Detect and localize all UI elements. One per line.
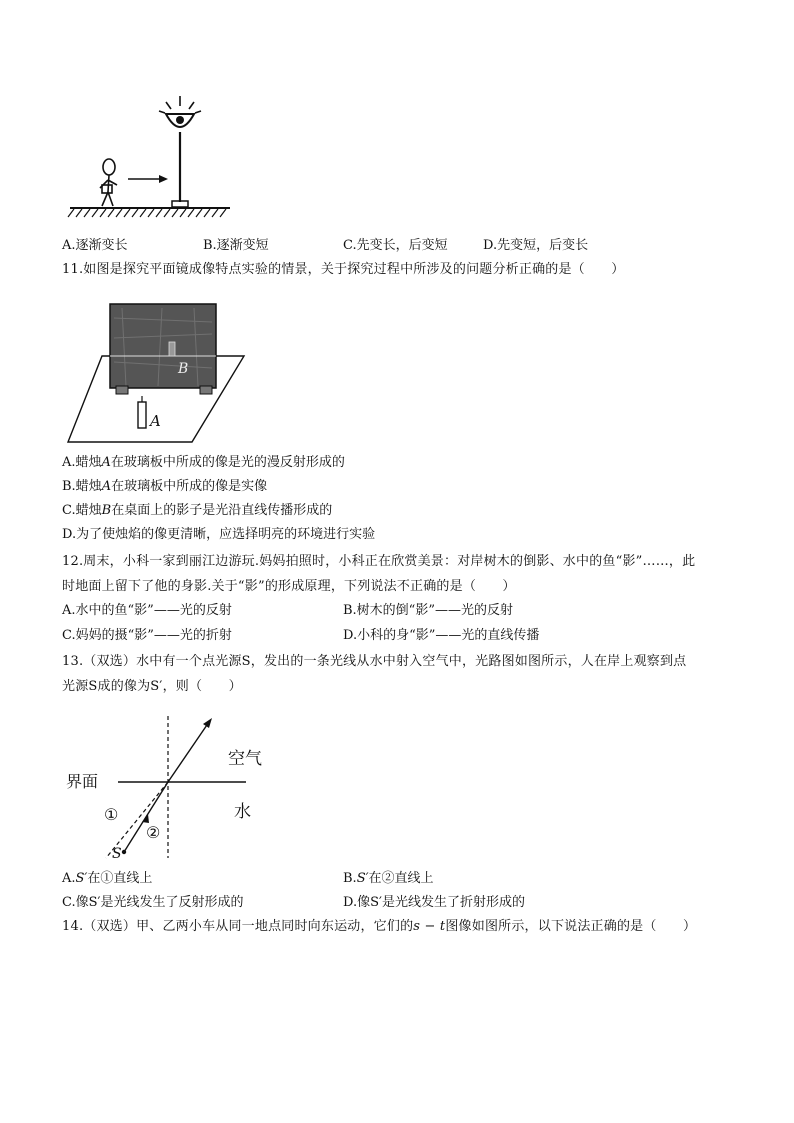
q11-option-b-var: A <box>101 479 112 494</box>
q11-option-c-prefix: C.蜡烛 <box>62 503 102 518</box>
q11-option-c <box>62 502 332 520</box>
q12-stem-line1: 12.周末，小科一家到丽江边游玩.妈妈拍照时，小科正在欣赏美景：对岸树木的倒影、水中的鱼“影”……，此 <box>62 554 696 569</box>
q10-option-c: C.先变长，后变短 <box>343 238 448 253</box>
q11-option-a <box>62 454 345 472</box>
q11-option-a-prefix: A.蜡烛 <box>62 455 102 470</box>
q11-option-d: D.为了使烛焰的像更清晰，应选择明亮的环境进行实验 <box>62 527 376 542</box>
label-line-2: ② <box>146 823 161 842</box>
q11-option-a-text: 在玻璃板中所成的像是光的漫反射形成的 <box>110 455 345 470</box>
q10-option-d: D.先变短，后变长 <box>483 238 589 253</box>
q11-option-a-var: A <box>101 455 111 470</box>
q13-option-c: C.像S′是光线发生了反射形成的 <box>62 895 244 910</box>
q12-option-d: D.小科的身“影”——光的直线传播 <box>343 628 540 643</box>
q11-stem: 11.如图是探究平面镜成像特点实验的情景，关于探究过程中所涉及的问题分析正确的是（ ） <box>62 262 625 277</box>
q11-option-b-text: 在玻璃板中所成的像是实像 <box>111 479 268 494</box>
streetlamp-figure <box>62 92 242 224</box>
q13-stem-line2: 光源S成的像为S′，则（ ） <box>62 679 242 694</box>
q13-option-a-var: S′ <box>75 871 88 886</box>
q11-option-c-text: 在桌面上的影子是光沿直线传播形成的 <box>111 503 333 518</box>
q14-stem <box>62 918 696 936</box>
q14-stem-text: 图像如图所示，以下说法正确的是（ ） <box>445 919 697 934</box>
plane-mirror-figure <box>62 298 252 446</box>
q13-option-b-var: S′ <box>356 871 369 886</box>
q10-option-b: B.逐渐变短 <box>203 238 269 253</box>
label-b: B <box>178 361 189 377</box>
q12-option-a: A.水中的鱼“影”——光的反射 <box>62 603 232 618</box>
label-interface: 界面 <box>66 772 99 791</box>
q13-option-a-prefix: A. <box>62 871 76 886</box>
q12-stem-line2: 时地面上留下了他的身影.关于“影”的形成原理，下列说法不正确的是（ ） <box>62 579 516 594</box>
q12-option-c: C.妈妈的摄“影”——光的折射 <box>62 628 232 643</box>
q13-option-b-text: 在②直线上 <box>368 871 434 886</box>
label-a: A <box>150 412 161 430</box>
q13-option-b <box>343 870 434 888</box>
q14-stem-prefix: 14.（双选）甲、乙两小车从同一地点同时向东运动，它们的 <box>62 919 414 934</box>
q11-option-b-prefix: B.蜡烛 <box>62 479 102 494</box>
q10-option-a: A.逐渐变长 <box>62 238 128 253</box>
q11-option-c-var: B <box>101 503 112 518</box>
q11-option-b <box>62 478 267 496</box>
label-line-1: ① <box>104 805 119 824</box>
q12-option-b: B.树木的倒“影”——光的反射 <box>343 603 513 618</box>
label-s: S <box>112 846 122 862</box>
label-water: 水 <box>234 802 251 822</box>
q13-option-b-prefix: B. <box>343 871 357 886</box>
q14-stem-var: s − t <box>413 919 446 934</box>
q13-option-a-text: 在①直线上 <box>87 871 153 886</box>
q13-option-a <box>62 870 152 888</box>
label-air: 空气 <box>228 749 262 769</box>
q13-option-d: D.像S′是光线发生了折射形成的 <box>343 895 525 910</box>
q13-stem-line1: 13.（双选）水中有一个点光源S，发出的一条光线从水中射入空气中，光路图如图所示，人在岸上观察到点 <box>62 654 687 669</box>
refraction-figure <box>62 712 282 862</box>
